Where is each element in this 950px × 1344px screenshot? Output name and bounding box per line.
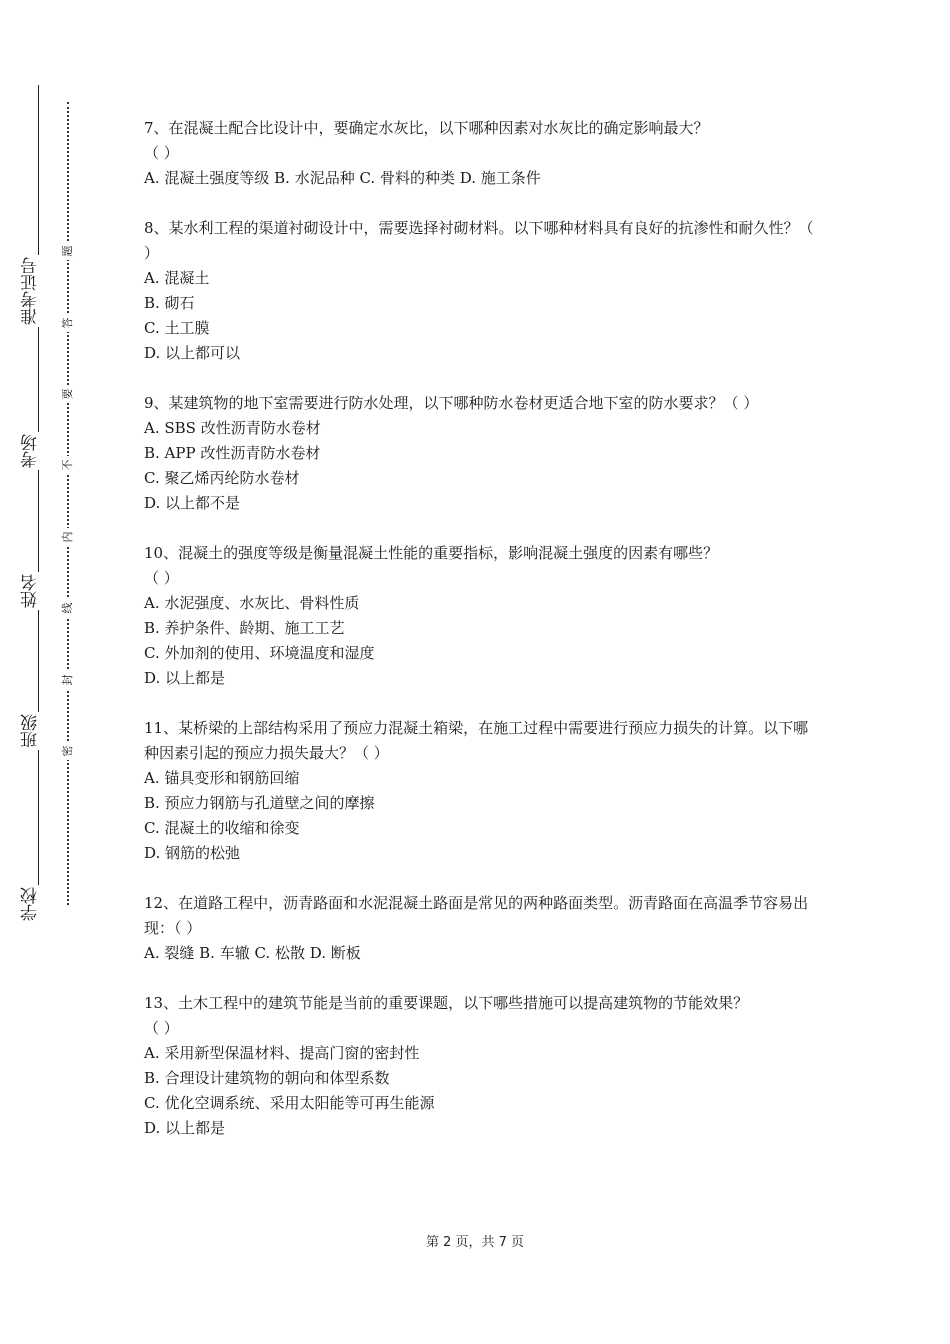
option-c: C. 优化空调系统、采用太阳能等可再生能源 xyxy=(144,1094,435,1112)
seal-char: 密 xyxy=(61,742,75,760)
seal-char: 线 xyxy=(61,599,75,617)
seal-char: 答 xyxy=(61,314,75,332)
question-stem: 12、在道路工程中，沥青路面和水泥混凝土路面是常见的两种路面类型。沥青路面在高温季节容易出现：（ ） xyxy=(144,894,809,937)
option-a: A. 混凝土 xyxy=(144,269,210,287)
option-c: C. 土工膜 xyxy=(144,319,210,337)
answer-blank: （ ） xyxy=(144,1019,179,1037)
answer-blank: （ ） xyxy=(144,569,179,587)
question-stem: 10、混凝土的强度等级是衡量混凝土性能的重要指标，影响混凝土强度的因素有哪些？ xyxy=(144,544,719,562)
option-c: C. 混凝土的收缩和徐变 xyxy=(144,819,300,837)
option-a: A. 水泥强度、水灰比、骨料性质 xyxy=(144,594,360,612)
question-stem: 8、某水利工程的渠道衬砌设计中，需要选择衬砌材料。以下哪种材料具有良好的抗渗性和耐久性？（ ） xyxy=(144,219,814,262)
question-12 xyxy=(144,891,814,966)
field-exam-number: 准考证号 xyxy=(22,255,46,327)
page-number: 第 2 页，共 7 页 xyxy=(425,1235,525,1250)
question-list xyxy=(144,116,814,1166)
option-d: D. 以上都是 xyxy=(144,1119,226,1137)
options-inline: A. 裂缝 B. 车辙 C. 松散 D. 断板 xyxy=(144,944,361,962)
field-class: 班级 xyxy=(22,712,46,750)
question-8 xyxy=(144,216,814,366)
field-exam-room: 考场 xyxy=(22,432,46,470)
question-stem: 7、在混凝土配合比设计中，要确定水灰比，以下哪种因素对水灰比的确定影响最大？ xyxy=(144,119,709,137)
seal-char: 封 xyxy=(61,671,75,689)
seal-char: 要 xyxy=(61,385,75,403)
seal-dotted-line xyxy=(67,102,69,905)
option-d: D. 钢筋的松弛 xyxy=(144,844,241,862)
seal-char: 题 xyxy=(61,242,75,260)
question-stem: 13、土木工程中的建筑节能是当前的重要课题，以下哪些措施可以提高建筑物的节能效果？ xyxy=(144,994,749,1012)
option-a: A. 采用新型保温材料、提高门窗的密封性 xyxy=(144,1044,420,1062)
question-11 xyxy=(144,716,814,866)
question-10 xyxy=(144,541,814,691)
question-13 xyxy=(144,991,814,1141)
option-c: C. 外加剂的使用、环境温度和湿度 xyxy=(144,644,375,662)
option-d: D. 以上都是 xyxy=(144,669,226,687)
answer-blank: （ ） xyxy=(144,144,179,162)
option-d: D. 以上都不是 xyxy=(144,494,241,512)
field-school: 学校 xyxy=(22,885,46,923)
option-b: B. 养护条件、龄期、施工工艺 xyxy=(144,619,345,637)
option-c: C. 聚乙烯丙纶防水卷材 xyxy=(144,469,300,487)
option-a: A. 锚具变形和钢筋回缩 xyxy=(144,769,300,787)
question-stem: 9、某建筑物的地下室需要进行防水处理，以下哪种防水卷材更适合地下室的防水要求？（ ） xyxy=(144,394,759,412)
option-b: B. 砌石 xyxy=(144,294,195,312)
option-b: B. 预应力钢筋与孔道壁之间的摩擦 xyxy=(144,794,375,812)
field-name: 姓名 xyxy=(22,572,46,610)
question-stem: 11、某桥梁的上部结构采用了预应力混凝土箱梁，在施工过程中需要进行预应力损失的计算。以下哪种因素引起的预应力损失最大？（ ） xyxy=(144,719,809,762)
option-d: D. 以上都可以 xyxy=(144,344,241,362)
option-b: B. 合理设计建筑物的朝向和体型系数 xyxy=(144,1069,390,1087)
question-9 xyxy=(144,391,814,516)
question-7 xyxy=(144,116,814,191)
option-a: A. SBS 改性沥青防水卷材 xyxy=(144,419,321,437)
options-inline: A. 混凝土强度等级 B. 水泥品种 C. 骨料的种类 D. 施工条件 xyxy=(144,169,541,187)
seal-char: 内 xyxy=(61,528,75,546)
binding-solid-line xyxy=(38,85,39,915)
option-b: B. APP 改性沥青防水卷材 xyxy=(144,444,321,462)
seal-char: 不 xyxy=(61,456,75,474)
